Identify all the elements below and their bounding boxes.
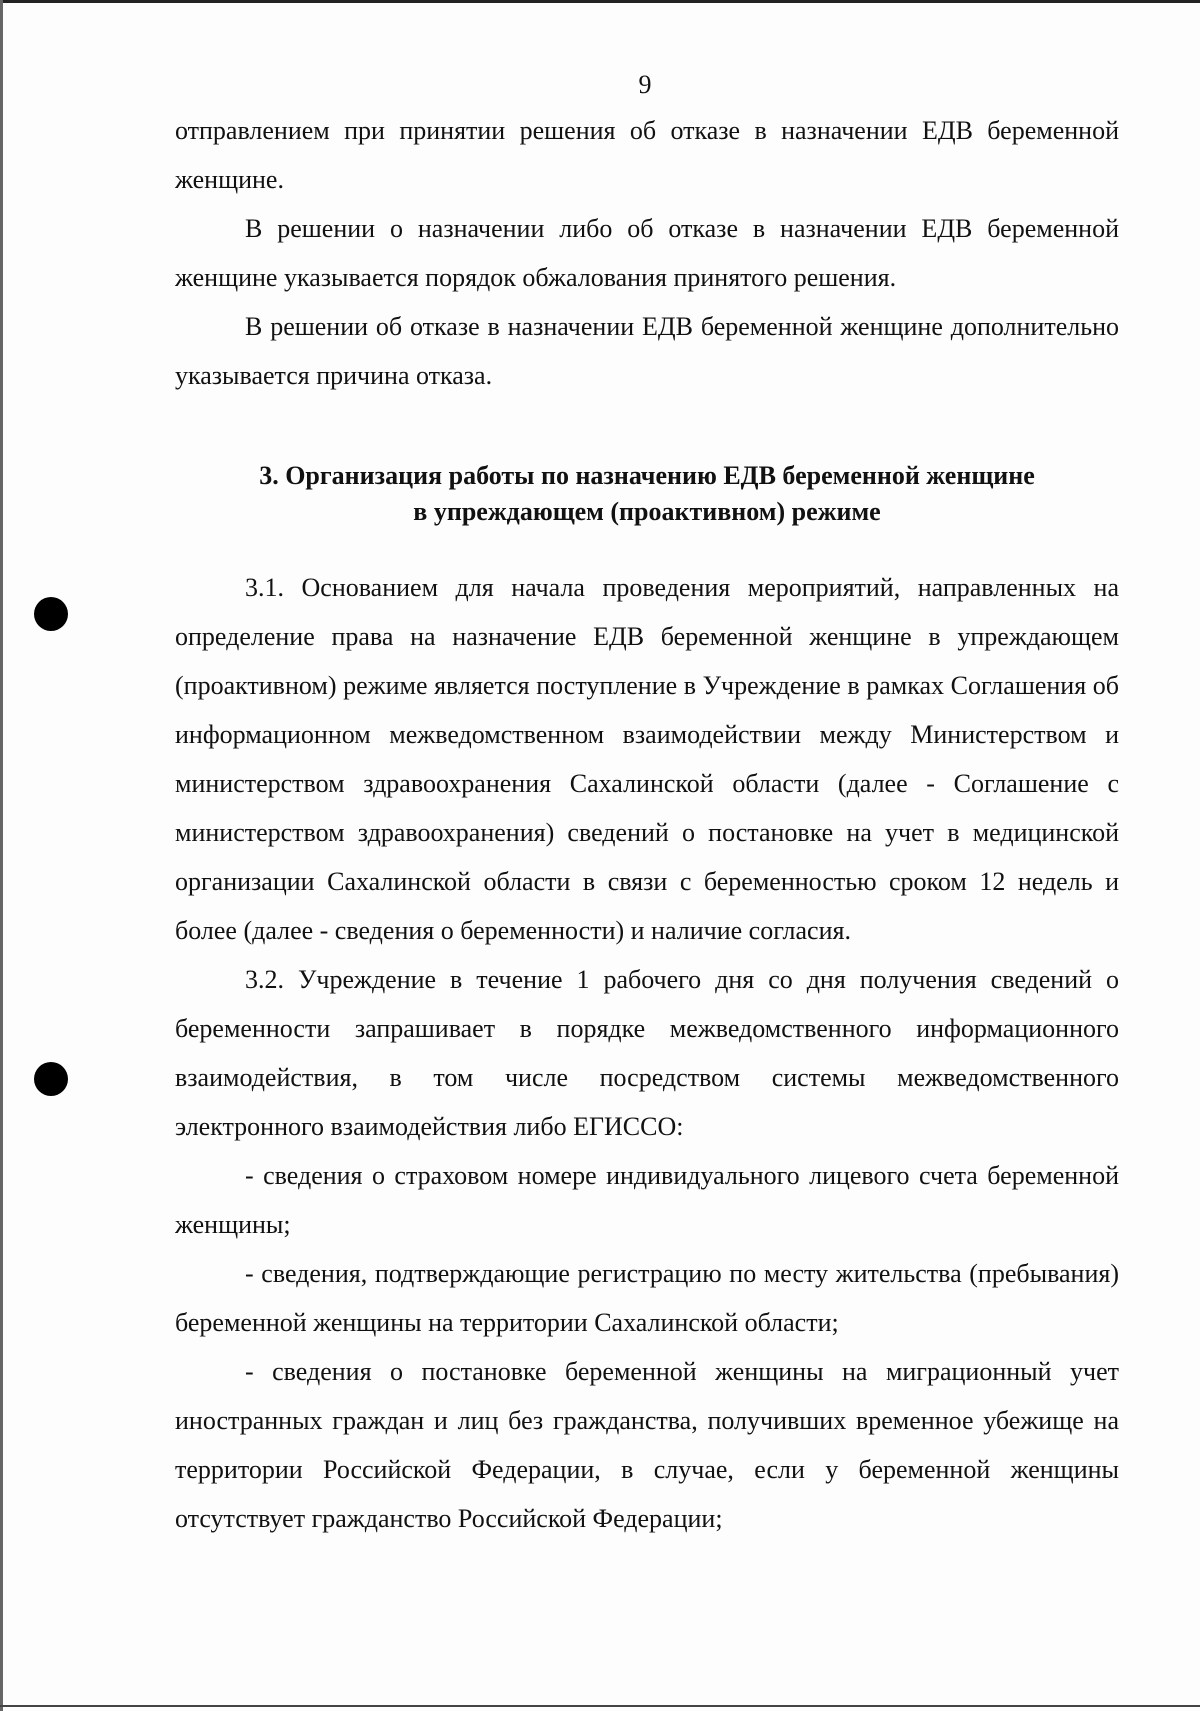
section-heading-line-1: 3. Организация работы по назначению ЕДВ беременной женщине (259, 461, 1035, 490)
list-item-migration: - сведения о постановке беременной женщины на миграционный учет иностранных граждан и лиц без гражданства, получивших временное убежище на территории Российской Федерации, в случае, если у беременной женщины отсутствует гражданство Российской Федерации; (175, 1357, 1119, 1533)
paragraph-3-2: 3.2. Учреждение в течение 1 рабочего дня со дня получения сведений о беременности запрашивает в порядке межведомственного информационного взаимодействия, в том числе посредством системы межведомственного электронного взаимодействия либо ЕГИССО: (175, 965, 1119, 1141)
paragraph-appeal-procedure: В решении о назначении либо об отказе в назначении ЕДВ беременной женщине указывается порядок обжалования принятого решения. (175, 214, 1119, 292)
body-text-block (175, 563, 1119, 1543)
list-item-registration: - сведения, подтверждающие регистрацию по месту жительства (пребывания) беременной женщины на территории Сахалинской области; (175, 1259, 1119, 1337)
page-number: 9 (638, 70, 652, 99)
section-heading-line-2: в упреждающем (проактивном) режиме (413, 497, 881, 526)
punch-hole-upper (34, 597, 68, 631)
list-item-snils: - сведения о страховом номере индивидуального лицевого счета беременной женщины; (175, 1161, 1119, 1239)
top-border-line (0, 0, 1200, 3)
bottom-border-line (0, 1705, 1200, 1707)
section-heading (175, 458, 1119, 530)
punch-hole-lower (34, 1062, 68, 1096)
paragraph-refusal-sending: отправлением при принятии решения об отказе в назначении ЕДВ беременной женщине. (175, 116, 1119, 194)
top-text-block (175, 106, 1119, 400)
left-border-line (0, 0, 3, 1711)
paragraph-3-1: 3.1. Основанием для начала проведения мероприятий, направленных на определение права на назначение ЕДВ беременной женщине в упреждающем (проактивном) режиме является поступление в Учреждение в рамках Соглашения об информационном межведомственном взаимодействии между Министерством и министерством здравоохранения Сахалинской области (далее - Соглашение с министерством здравоохранения) сведений о постановке на учет в медицинской организации Сахалинской области в связи с беременностью сроком 12 недель и более (далее - сведения о беременности) и наличие согласия. (175, 573, 1119, 945)
paragraph-refusal-reason: В решении об отказе в назначении ЕДВ беременной женщине дополнительно указывается причина отказа. (175, 312, 1119, 390)
